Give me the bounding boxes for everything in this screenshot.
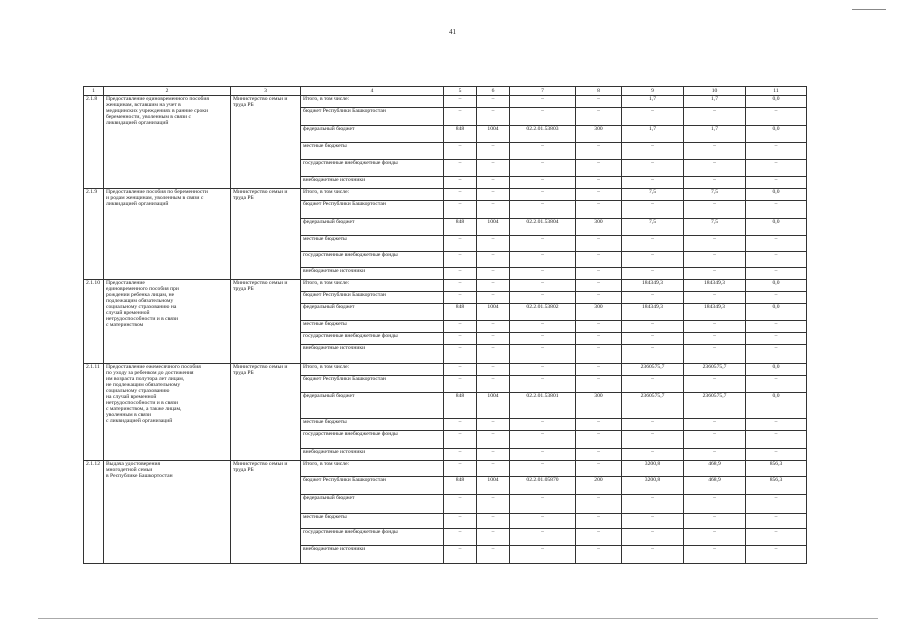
value-cell: – [576, 495, 622, 514]
value-cell: – [684, 252, 746, 268]
value-cell: 848 [444, 219, 477, 236]
value-cell: – [684, 514, 746, 529]
value-cell: – [444, 292, 477, 304]
value-cell: – [622, 333, 684, 345]
value-cell: – [576, 376, 622, 393]
column-number: 10 [684, 87, 746, 96]
value-cell: – [576, 108, 622, 126]
value-cell: 856,3 [746, 461, 807, 477]
executor: Министерство семьи и труда РБ [231, 280, 301, 364]
value-cell: – [622, 177, 684, 189]
value-cell: – [746, 419, 807, 431]
value-cell: 848 [444, 304, 477, 321]
value-cell: – [477, 431, 510, 449]
value-cell: – [576, 236, 622, 252]
value-cell: – [444, 143, 477, 160]
measure-title: Предоставление единовременного пособия женщинам, вставшим на учет в медицинских учреждениях в ранние сроки беременности, уволенным в связи с ликвидацией организаций [104, 96, 231, 189]
value-cell: – [444, 419, 477, 431]
column-number: 6 [477, 87, 510, 96]
value-cell: 0,0 [746, 189, 807, 201]
value-cell: 3200,8 [622, 461, 684, 477]
table-row [84, 96, 807, 108]
measure-title: Выдача удостоверения многодетной семьи в Республике Башкортостан [104, 461, 231, 564]
value-cell: 0,0 [746, 96, 807, 108]
value-cell: – [510, 96, 576, 108]
value-cell: – [477, 376, 510, 393]
value-cell: – [510, 546, 576, 564]
value-cell: – [444, 280, 477, 292]
value-cell: – [444, 252, 477, 268]
value-cell: – [477, 333, 510, 345]
value-cell: – [477, 143, 510, 160]
value-cell: 7,5 [684, 189, 746, 201]
value-cell: – [477, 268, 510, 280]
value-cell: 1004 [477, 219, 510, 236]
funding-source: бюджет Республики Башкортостан [301, 108, 444, 126]
value-cell: – [477, 108, 510, 126]
column-number: 8 [576, 87, 622, 96]
value-cell: 856,3 [746, 477, 807, 495]
value-cell: – [510, 449, 576, 461]
table-row [84, 280, 807, 292]
value-cell: – [684, 236, 746, 252]
measure-title: Предоставление пособия по беременности и родам женщинам, уволенным в связи с ликвидацией организаций [104, 189, 231, 280]
value-cell: – [746, 160, 807, 177]
value-cell: – [622, 292, 684, 304]
funding-source: бюджет Республики Башкортостан [301, 477, 444, 495]
value-cell: 848 [444, 393, 477, 419]
value-cell: 2360575,7 [684, 393, 746, 419]
value-cell: – [510, 280, 576, 292]
value-cell: – [444, 236, 477, 252]
value-cell: – [576, 431, 622, 449]
funding-source: Итого, в том числе: [301, 461, 444, 477]
value-cell: – [510, 268, 576, 280]
value-cell: 2360575,7 [622, 393, 684, 419]
value-cell: – [576, 292, 622, 304]
value-cell: – [622, 236, 684, 252]
value-cell: – [477, 201, 510, 219]
value-cell: – [510, 292, 576, 304]
value-cell: – [576, 201, 622, 219]
value-cell: – [477, 345, 510, 364]
funding-source: федеральный бюджет [301, 393, 444, 419]
value-cell: – [477, 280, 510, 292]
value-cell: 1,7 [684, 126, 746, 143]
measure-title: Предоставление единовременного пособия при рождении ребенка лицам, не подлежащим обязательному социальному страхованию на случай временной нетрудоспособности и в связи с материнством [104, 280, 231, 364]
measure-number: 2.1.12 [84, 461, 104, 564]
value-cell: 300 [576, 304, 622, 321]
column-number: 3 [231, 87, 301, 96]
value-cell: – [477, 461, 510, 477]
value-cell: – [576, 419, 622, 431]
value-cell: – [746, 529, 807, 546]
funding-source: государственные внебюджетные фонды [301, 333, 444, 345]
value-cell: – [444, 189, 477, 201]
value-cell: – [576, 321, 622, 333]
value-cell: – [510, 376, 576, 393]
value-cell: – [622, 160, 684, 177]
executor: Министерство семьи и труда РБ [231, 364, 301, 461]
value-cell: – [746, 201, 807, 219]
value-cell: – [684, 201, 746, 219]
value-cell: – [746, 108, 807, 126]
value-cell: – [477, 449, 510, 461]
value-cell: – [576, 514, 622, 529]
value-cell: – [477, 419, 510, 431]
value-cell: – [576, 96, 622, 108]
funding-source: Итого, в том числе: [301, 280, 444, 292]
value-cell: – [746, 321, 807, 333]
value-cell: – [510, 333, 576, 345]
value-cell: – [622, 252, 684, 268]
value-cell: – [684, 431, 746, 449]
value-cell: – [444, 514, 477, 529]
value-cell: – [510, 495, 576, 514]
value-cell: 02.2.01.05870 [510, 477, 576, 495]
funding-source: государственные внебюджетные фонды [301, 160, 444, 177]
value-cell: – [746, 345, 807, 364]
funding-source: бюджет Республики Башкортостан [301, 292, 444, 304]
value-cell: – [510, 189, 576, 201]
funding-source: местные бюджеты [301, 143, 444, 160]
value-cell: – [576, 177, 622, 189]
value-cell: – [444, 461, 477, 477]
funding-source: внебюджетные источники [301, 345, 444, 364]
value-cell: – [622, 546, 684, 564]
value-cell: 7,5 [622, 219, 684, 236]
value-cell: 184349,3 [684, 280, 746, 292]
value-cell: 200 [576, 477, 622, 495]
funding-source: Итого, в том числе: [301, 189, 444, 201]
value-cell: 184349,3 [622, 304, 684, 321]
measure-title: Предоставление ежемесячного пособия по уходу за ребенком до достижения им возраста полутора лет лицам, не подлежащим обязательному социальному страхованию на случай временной нетрудоспособности и в связи с материнством, а также лицам, уволенным в связи с ликвидацией организаций [104, 364, 231, 461]
value-cell: 468,9 [684, 477, 746, 495]
value-cell: 2360575,7 [622, 364, 684, 376]
value-cell: – [477, 364, 510, 376]
value-cell: – [444, 160, 477, 177]
value-cell: – [622, 514, 684, 529]
value-cell: – [684, 376, 746, 393]
value-cell: – [684, 321, 746, 333]
value-cell: – [444, 546, 477, 564]
value-cell: – [444, 201, 477, 219]
value-cell: – [684, 268, 746, 280]
value-cell: – [510, 201, 576, 219]
funding-source: внебюджетные источники [301, 449, 444, 461]
measure-number: 2.1.11 [84, 364, 104, 461]
funding-source: федеральный бюджет [301, 304, 444, 321]
value-cell: – [622, 345, 684, 364]
column-number: 7 [510, 87, 576, 96]
value-cell: – [477, 321, 510, 333]
funding-source: местные бюджеты [301, 514, 444, 529]
value-cell: 02.2.01.53804 [510, 219, 576, 236]
value-cell: – [684, 449, 746, 461]
funding-source: внебюджетные источники [301, 268, 444, 280]
value-cell: – [746, 143, 807, 160]
value-cell: 184349,3 [622, 280, 684, 292]
value-cell: – [444, 345, 477, 364]
value-cell: 02.2.01.53803 [510, 126, 576, 143]
column-number: 11 [746, 87, 807, 96]
program-table [83, 86, 807, 564]
column-number: 9 [622, 87, 684, 96]
value-cell: 0,0 [746, 304, 807, 321]
value-cell: – [477, 514, 510, 529]
column-number: 2 [104, 87, 231, 96]
value-cell: 2360575,7 [684, 364, 746, 376]
value-cell: 1004 [477, 393, 510, 419]
value-cell: – [444, 108, 477, 126]
value-cell: – [510, 364, 576, 376]
value-cell: 300 [576, 219, 622, 236]
value-cell: – [444, 333, 477, 345]
value-cell: – [684, 529, 746, 546]
funding-source: государственные внебюджетные фонды [301, 529, 444, 546]
value-cell: – [576, 461, 622, 477]
value-cell: – [684, 546, 746, 564]
value-cell: – [576, 160, 622, 177]
value-cell: 300 [576, 393, 622, 419]
value-cell: – [444, 449, 477, 461]
value-cell: – [444, 431, 477, 449]
value-cell: – [746, 268, 807, 280]
value-cell: – [576, 252, 622, 268]
page-number: 41 [449, 28, 456, 36]
table-row [84, 461, 807, 477]
value-cell: – [622, 529, 684, 546]
value-cell: – [576, 143, 622, 160]
value-cell: – [622, 376, 684, 393]
value-cell: – [684, 177, 746, 189]
value-cell: – [510, 143, 576, 160]
value-cell: – [510, 236, 576, 252]
value-cell: – [622, 431, 684, 449]
executor: Министерство семьи и труда РБ [231, 189, 301, 280]
bottom-rule [38, 618, 878, 619]
value-cell: – [746, 292, 807, 304]
funding-source: бюджет Республики Башкортостан [301, 201, 444, 219]
value-cell: – [477, 160, 510, 177]
value-cell: – [444, 96, 477, 108]
value-cell: – [444, 321, 477, 333]
funding-source: бюджет Республики Башкортостан [301, 376, 444, 393]
value-cell: – [684, 333, 746, 345]
value-cell: 02.2.01.53802 [510, 304, 576, 321]
value-cell: – [477, 189, 510, 201]
measure-number: 2.1.9 [84, 189, 104, 280]
table-body [84, 96, 807, 564]
value-cell: 848 [444, 126, 477, 143]
value-cell: 0,0 [746, 364, 807, 376]
table-row [84, 189, 807, 201]
value-cell: – [622, 449, 684, 461]
value-cell: – [684, 108, 746, 126]
value-cell: – [510, 419, 576, 431]
value-cell: – [746, 376, 807, 393]
value-cell: – [622, 143, 684, 160]
value-cell: 0,0 [746, 393, 807, 419]
value-cell: – [510, 177, 576, 189]
value-cell: – [444, 495, 477, 514]
value-cell: – [684, 495, 746, 514]
value-cell: 3200,8 [622, 477, 684, 495]
value-cell: – [746, 177, 807, 189]
value-cell: – [444, 268, 477, 280]
funding-source: местные бюджеты [301, 419, 444, 431]
value-cell: 848 [444, 477, 477, 495]
scan-mark [852, 9, 886, 10]
value-cell: 0,0 [746, 280, 807, 292]
funding-source: внебюджетные источники [301, 177, 444, 189]
value-cell: – [622, 201, 684, 219]
value-cell: 1004 [477, 477, 510, 495]
value-cell: – [684, 160, 746, 177]
value-cell: – [576, 333, 622, 345]
value-cell: 0,0 [746, 126, 807, 143]
value-cell: – [510, 345, 576, 364]
value-cell: 1004 [477, 304, 510, 321]
value-cell: – [477, 236, 510, 252]
value-cell: – [576, 280, 622, 292]
measure-number: 2.1.8 [84, 96, 104, 189]
value-cell: – [684, 292, 746, 304]
value-cell: – [622, 419, 684, 431]
value-cell: – [477, 292, 510, 304]
value-cell: – [746, 236, 807, 252]
value-cell: – [576, 546, 622, 564]
value-cell: – [684, 345, 746, 364]
value-cell: – [444, 177, 477, 189]
value-cell: – [576, 345, 622, 364]
value-cell: – [510, 321, 576, 333]
value-cell: – [510, 514, 576, 529]
value-cell: – [510, 108, 576, 126]
value-cell: – [622, 495, 684, 514]
funding-source: федеральный бюджет [301, 495, 444, 514]
value-cell: – [444, 376, 477, 393]
value-cell: – [746, 252, 807, 268]
value-cell: – [576, 449, 622, 461]
value-cell: – [684, 419, 746, 431]
value-cell: – [510, 160, 576, 177]
value-cell: – [576, 364, 622, 376]
value-cell: – [622, 268, 684, 280]
value-cell: 0,0 [746, 219, 807, 236]
value-cell: – [746, 449, 807, 461]
column-number-row [84, 87, 807, 96]
value-cell: – [576, 268, 622, 280]
executor: Министерство семьи и труда РБ [231, 461, 301, 564]
funding-source: федеральный бюджет [301, 219, 444, 236]
value-cell: – [746, 514, 807, 529]
value-cell: – [477, 252, 510, 268]
column-number: 5 [444, 87, 477, 96]
value-cell: 1,7 [622, 126, 684, 143]
value-cell: – [510, 529, 576, 546]
column-number: 4 [301, 87, 444, 96]
value-cell: – [510, 431, 576, 449]
executor: Министерство семьи и труда РБ [231, 96, 301, 189]
value-cell: – [684, 143, 746, 160]
funding-source: федеральный бюджет [301, 126, 444, 143]
value-cell: – [622, 321, 684, 333]
funding-source: государственные внебюджетные фонды [301, 252, 444, 268]
value-cell: – [477, 177, 510, 189]
value-cell: – [510, 461, 576, 477]
funding-source: местные бюджеты [301, 236, 444, 252]
value-cell: – [622, 108, 684, 126]
value-cell: – [746, 495, 807, 514]
funding-source: местные бюджеты [301, 321, 444, 333]
value-cell: – [477, 529, 510, 546]
table-row [84, 364, 807, 376]
value-cell: – [510, 252, 576, 268]
value-cell: – [477, 546, 510, 564]
value-cell: – [444, 364, 477, 376]
value-cell: 468,9 [684, 461, 746, 477]
value-cell: 1,7 [622, 96, 684, 108]
value-cell: – [746, 431, 807, 449]
funding-source: Итого, в том числе: [301, 96, 444, 108]
value-cell: 1,7 [684, 96, 746, 108]
value-cell: – [576, 189, 622, 201]
value-cell: – [444, 529, 477, 546]
funding-source: Итого, в том числе: [301, 364, 444, 376]
value-cell: 184349,3 [684, 304, 746, 321]
funding-source: государственные внебюджетные фонды [301, 431, 444, 449]
value-cell: 300 [576, 126, 622, 143]
funding-source: внебюджетные источники [301, 546, 444, 564]
value-cell: – [576, 529, 622, 546]
value-cell: – [746, 333, 807, 345]
value-cell: 7,5 [622, 189, 684, 201]
value-cell: 1004 [477, 126, 510, 143]
measure-number: 2.1.10 [84, 280, 104, 364]
value-cell: – [477, 495, 510, 514]
value-cell: 7,5 [684, 219, 746, 236]
value-cell: – [746, 546, 807, 564]
column-number: 1 [84, 87, 104, 96]
value-cell: – [477, 96, 510, 108]
value-cell: 02.2.01.53801 [510, 393, 576, 419]
